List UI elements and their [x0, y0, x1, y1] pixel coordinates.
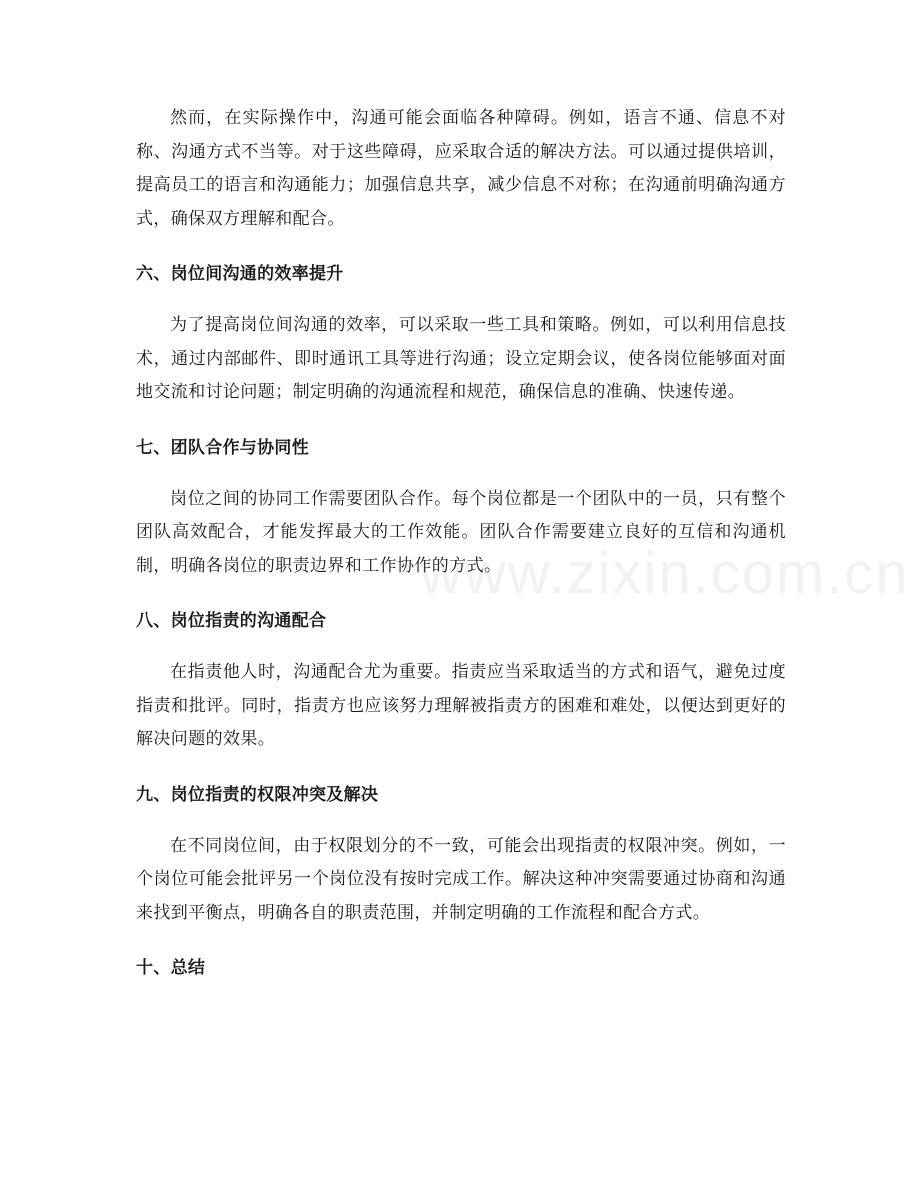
paragraph-obstacles: 然而，在实际操作中，沟通可能会面临各种障碍。例如，语言不通、信息不对称、沟通方式不当等。对于这些障碍，应采取合适的解决方法。可以通过提供培训，提高员工的语言和沟通能力；加强信息共享，减少信息不对称；在沟通前明确沟通方式，确保双方理解和配合。 [136, 108, 786, 229]
paragraph-efficiency: 为了提高岗位间沟通的效率，可以采取一些工具和策略。例如，可以利用信息技术，通过内部邮件、即时通讯工具等进行沟通；设立定期会议，使各岗位能够面对面地交流和讨论问题；制定明确的沟通流程和规范，确保信息的准确、快速传递。 [136, 315, 786, 402]
paragraph-authority-conflict: 在不同岗位间，由于权限划分的不一致，可能会出现指责的权限冲突。例如，一个岗位可能会批评另一个岗位没有按时完成工作。解决这种冲突需要通过协商和沟通来找到平衡点，明确各自的职责范围，并制定明确的工作流程和配合方式。 [136, 835, 786, 923]
document-body [136, 102, 786, 985]
section-heading-10: 十、总结 [136, 958, 206, 978]
watermark: www.zixin.com.cn [420, 541, 910, 606]
section-heading-8: 八、岗位指责的沟通配合 [136, 611, 327, 631]
paragraph-blame-communication: 在指责他人时，沟通配合尤为重要。指责应当采取适当的方式和语气，避免过度指责和批评。同时，指责方也应该努力理解被指责方的困难和难处，以便达到更好的解决问题的效果。 [136, 662, 786, 749]
section-heading-6: 六、岗位间沟通的效率提升 [136, 264, 344, 284]
section-heading-7: 七、团队合作与协同性 [136, 437, 309, 458]
paragraph-teamwork: 岗位之间的协同工作需要团队合作。每个岗位都是一个团队中的一员，只有整个团队高效配合，才能发挥最大的工作效能。团队合作需要建立良好的互信和沟通机制，明确各岗位的职责边界和工作协作的方式。 [136, 488, 786, 576]
section-heading-9: 九、岗位指责的权限冲突及解决 [136, 784, 379, 805]
